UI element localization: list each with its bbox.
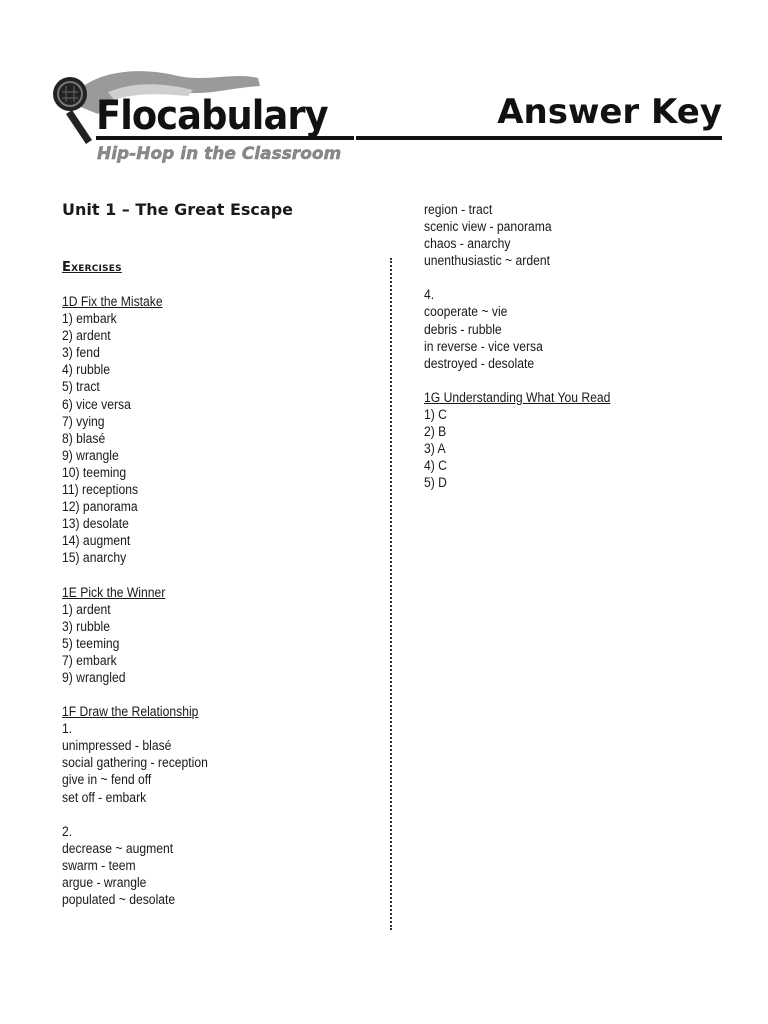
answer-line: 5) teeming bbox=[62, 635, 120, 651]
answer-line: destroyed - desolate bbox=[424, 355, 535, 371]
section-title: 1E Pick the Winner bbox=[62, 584, 166, 600]
section-1d bbox=[62, 293, 372, 567]
answer-line: 8) blasé bbox=[62, 430, 106, 446]
relationship-group-2 bbox=[62, 823, 372, 908]
answer-line: chaos - anarchy bbox=[424, 236, 511, 252]
answer-line: unimpressed - blasé bbox=[62, 738, 172, 754]
answer-line: 5) D bbox=[424, 475, 447, 491]
answer-line: 3) A bbox=[424, 441, 446, 457]
logo-tagline: Hip-Hop in the Classroom bbox=[97, 144, 342, 164]
answer-line: 4) rubble bbox=[62, 362, 110, 378]
answer-line: 1) C bbox=[424, 406, 447, 422]
answer-line: 5) tract bbox=[62, 379, 100, 395]
answer-line: populated ~ desolate bbox=[62, 892, 176, 907]
answer-line: 12) panorama bbox=[62, 499, 138, 515]
answer-line: 15) anarchy bbox=[62, 550, 127, 566]
answer-line: give in ~ fend off bbox=[62, 772, 152, 788]
logo-wordmark: Flocabulary bbox=[96, 93, 328, 139]
answer-line: 4) C bbox=[424, 458, 447, 474]
section-1f bbox=[62, 703, 372, 908]
header-rule bbox=[356, 136, 722, 140]
answer-line: decrease ~ augment bbox=[62, 840, 174, 856]
section-1e bbox=[62, 584, 372, 687]
group-label: 4. bbox=[424, 287, 435, 303]
exercises-heading: Exercises bbox=[62, 260, 122, 275]
answer-line: 1) ardent bbox=[62, 601, 111, 617]
answer-line: 11) receptions bbox=[62, 482, 139, 498]
relationship-group-4 bbox=[424, 286, 724, 371]
relationship-group-1 bbox=[62, 720, 372, 805]
answer-line: 7) embark bbox=[62, 652, 117, 668]
answer-line: argue - wrangle bbox=[62, 874, 147, 890]
answer-line: 2) ardent bbox=[62, 328, 111, 344]
group-label: 2. bbox=[62, 823, 73, 839]
answer-line: 14) augment bbox=[62, 533, 131, 549]
section-title: 1F Draw the Relationship bbox=[62, 704, 199, 720]
answer-line: set off - embark bbox=[62, 789, 147, 805]
answer-line: scenic view - panorama bbox=[424, 219, 552, 235]
answer-line: 9) wrangle bbox=[62, 447, 119, 463]
document-title: Answer Key bbox=[497, 92, 722, 132]
section-title: 1D Fix the Mistake bbox=[62, 294, 163, 309]
group-label: 1. bbox=[62, 721, 73, 737]
column-divider bbox=[390, 258, 392, 930]
answer-line: cooperate ~ vie bbox=[424, 304, 508, 320]
answer-line: 3) fend bbox=[62, 345, 100, 361]
answer-line: 1) embark bbox=[62, 311, 117, 327]
answer-line: 13) desolate bbox=[62, 516, 129, 532]
answer-line: debris - rubble bbox=[424, 321, 502, 337]
relationship-group-3 bbox=[424, 201, 724, 269]
answer-line: 2) B bbox=[424, 424, 447, 440]
unit-title: Unit 1 – The Great Escape bbox=[62, 200, 294, 219]
answer-line: swarm - teem bbox=[62, 857, 136, 873]
right-column bbox=[424, 201, 724, 508]
answer-line: 7) vying bbox=[62, 413, 105, 429]
answer-line: unenthusiastic ~ ardent bbox=[424, 253, 550, 269]
section-title: 1G Understanding What You Read bbox=[424, 389, 611, 405]
section-1g bbox=[424, 389, 724, 492]
answer-line: region - tract bbox=[424, 202, 493, 217]
answer-line: 10) teeming bbox=[62, 464, 127, 480]
answer-line: 9) wrangled bbox=[62, 669, 126, 685]
answer-line: 3) rubble bbox=[62, 618, 110, 634]
answer-line: 6) vice versa bbox=[62, 396, 131, 412]
answer-line: social gathering - reception bbox=[62, 755, 208, 771]
answer-line: in reverse - vice versa bbox=[424, 338, 543, 354]
left-column bbox=[62, 200, 372, 925]
